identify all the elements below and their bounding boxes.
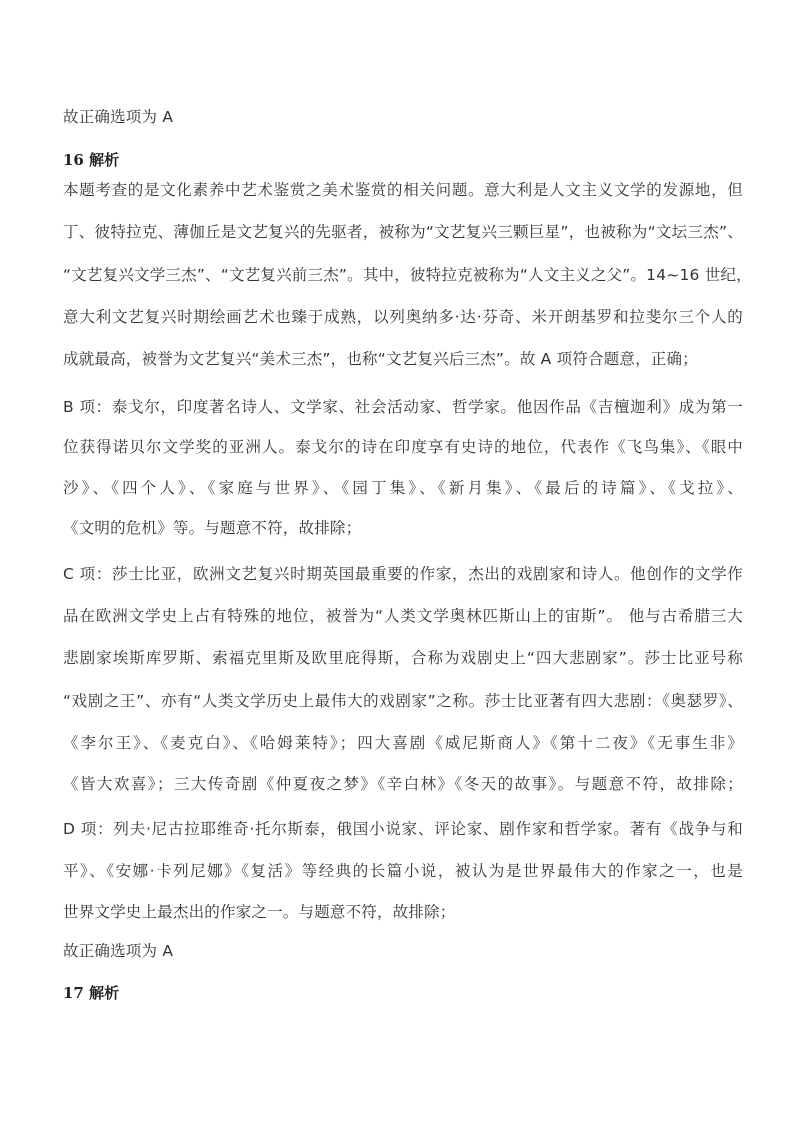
paragraph-line: B 项：泰戈尔，印度著名诗人、文学家、社会活动家、哲学家。他因作品《吉檀迦利》成为第一 [63,398,743,416]
answer-line-15: 故正确选项为 A [63,108,174,126]
paragraph-line: 成就最高，被誉为文艺复兴“美术三杰”，也称“文艺复兴后三杰”。故 A 项符合题意，正确； [63,350,698,368]
paragraph-line: 《文明的危机》等。与题意不符，故排除； [63,519,362,537]
paragraph-line: 悲剧家埃斯库罗斯、索福克里斯及欧里庇得斯，合称为戏剧史上“四大悲剧家”。莎士比亚号称 [63,649,743,667]
paragraph-line: 本题考查的是文化素养中艺术鉴赏之美术鉴赏的相关问题。意大利是人文主义文学的发源地，但 [63,181,743,199]
answer-line-16: 故正确选项为 A [63,942,174,960]
paragraph-line: “文艺复兴文学三杰”、“文艺复兴前三杰”。其中，彼特拉克被称为“人文主义之父”。14~16 世纪， [63,266,752,284]
paragraph-line: 品在欧洲文学史上占有特殊的地位，被誉为“人类文学奥林匹斯山上的宙斯”。 他与古希腊三大 [63,607,743,625]
paragraph-line: 平》、《安娜·卡列尼娜》《复活》等经典的长篇小说，被认为是世界最伟大的作家之一，也是 [63,862,743,880]
paragraph-line: C 项：莎士比亚，欧洲文艺复兴时期英国最重要的作家，杰出的戏剧家和诗人。他创作的文学作 [63,565,743,583]
paragraph-line: 位获得诺贝尔文学奖的亚洲人。泰戈尔的诗在印度享有史诗的地位，代表作《飞鸟集》、《眼中 [63,438,743,456]
section-heading-17: 17 解析 [63,984,120,1002]
paragraph-line: 《皆大欢喜》；三大传奇剧《仲夏夜之梦》《辛白林》《冬天的故事》。与题意不符，故排除； [63,775,743,793]
paragraph-line: 丁、彼特拉克、薄伽丘是文艺复兴的先驱者，被称为“文艺复兴三颗巨星”，也被称为“文坛三杰”、 [63,223,743,241]
paragraph-line: 意大利文艺复兴时期绘画艺术也臻于成熟，以列奥纳多·达·芬奇、米开朗基罗和拉斐尔三个人的 [63,308,743,326]
paragraph-line: D 项：列夫·尼古拉耶维奇·托尔斯泰，俄国小说家、评论家、剧作家和哲学家。著有《战争与和 [63,820,743,838]
section-heading-16: 16 解析 [63,151,120,169]
paragraph-line: 世界文学史上最杰出的作家之一。与题意不符，故排除； [63,903,456,921]
paragraph-line: “戏剧之王”、亦有“人类文学历史上最伟大的戏剧家”之称。莎士比亚著有四大悲剧：《奥瑟罗》、 [63,692,743,710]
paragraph-line: 沙》、《四个人》、《家庭与世界》、《园丁集》、《新月集》、《最后的诗篇》、《戈拉》、 [63,479,743,497]
paragraph-line: 《李尔王》、《麦克白》、《哈姆莱特》；四大喜剧《威尼斯商人》《第十二夜》《无事生非》 [63,734,743,752]
